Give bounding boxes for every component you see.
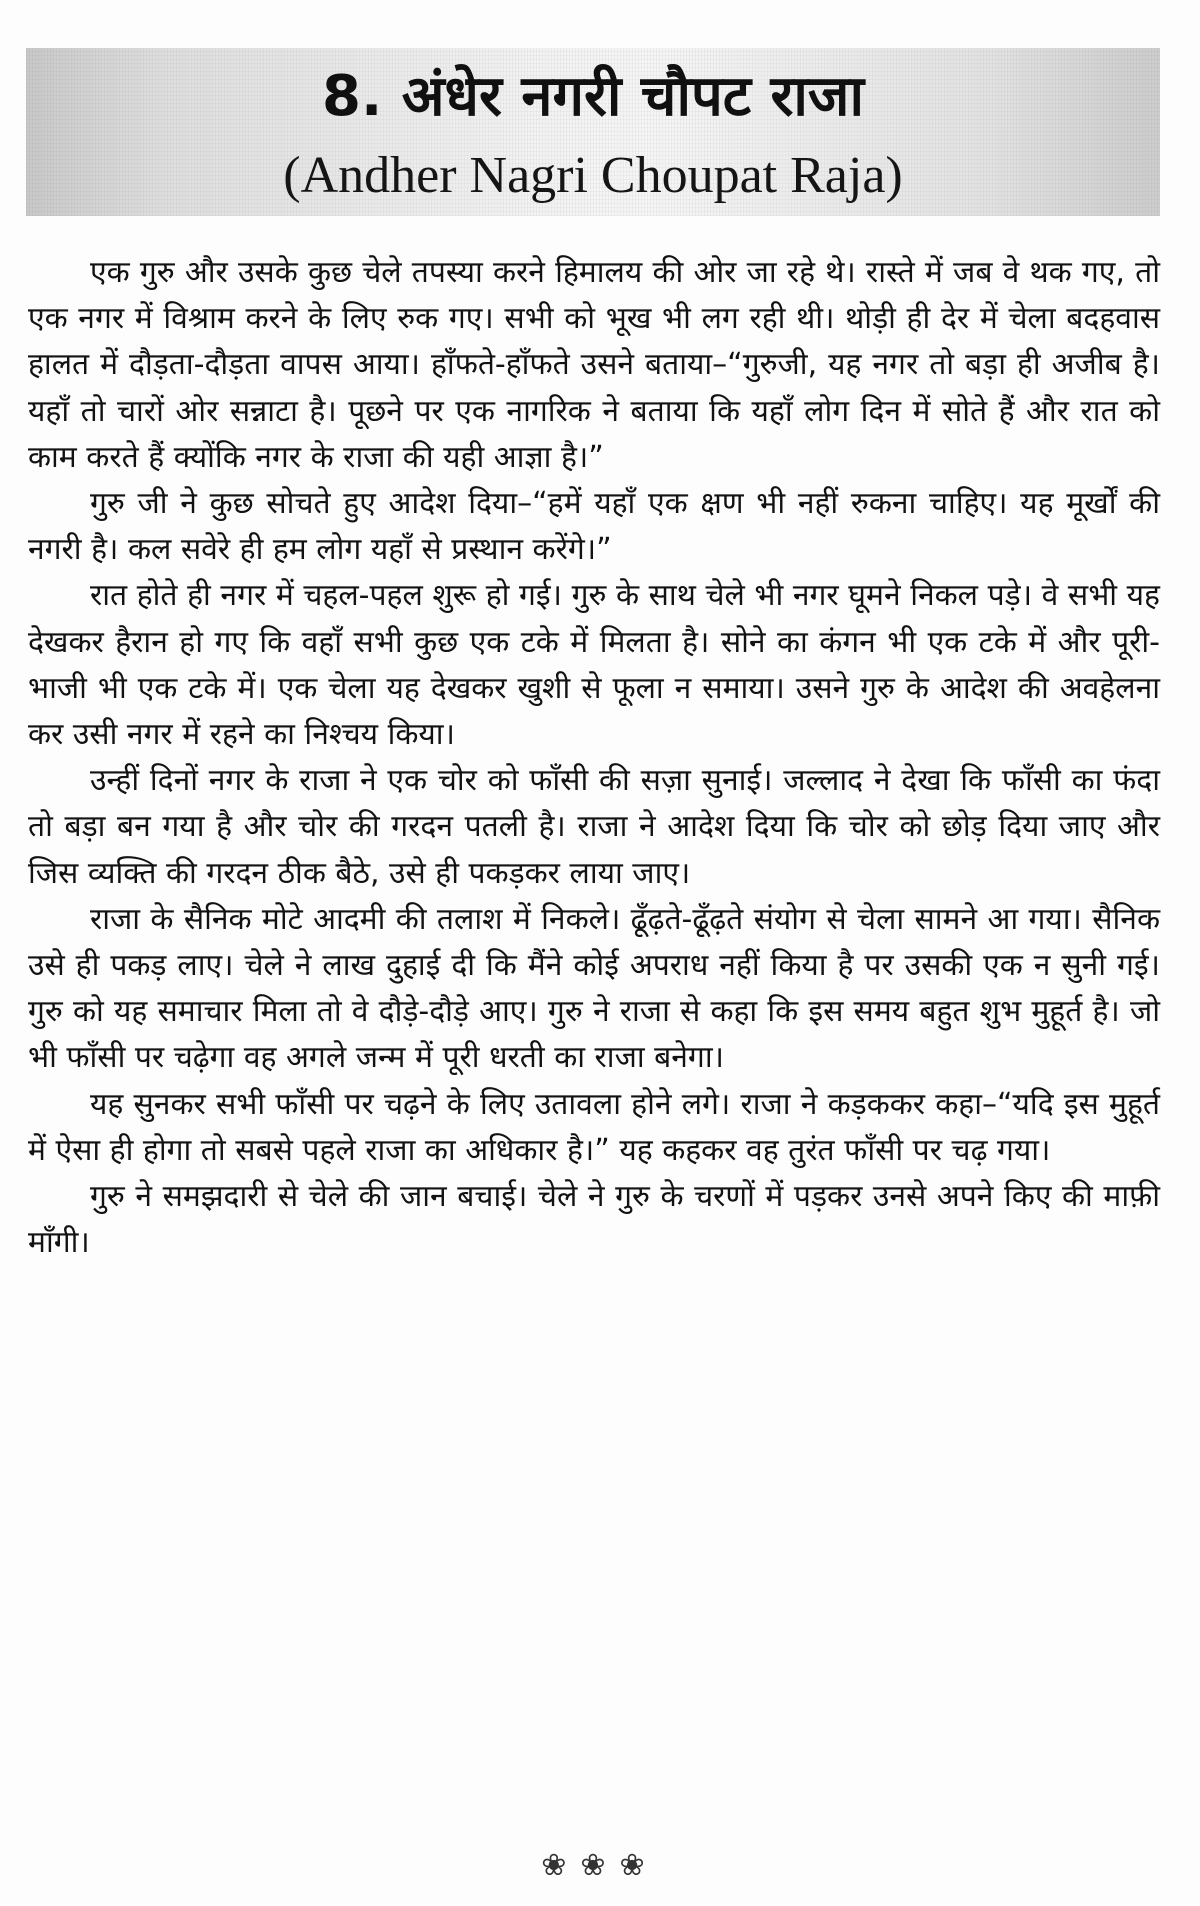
paragraph: यह सुनकर सभी फाँसी पर चढ़ने के लिए उतावला होने लगे। राजा ने कड़ककर कहा–“यदि इस मुहूर्त में ऐसा ही होगा तो सबसे पहले राजा का अधिकार है।” यह कहकर वह तुरंत फाँसी पर चढ़ गया। (28, 1086, 1160, 1168)
paragraph: एक गुरु और उसके कुछ चेले तपस्या करने हिमालय की ओर जा रहे थे। रास्ते में जब वे थक गए, तो एक नगर में विश्राम करने के लिए रुक गए। सभी को भूख भी लग रही थी। थोड़ी ही देर में चेला बदहवास हालत में दौड़ता-दौड़ता वापस आया। हाँफते-हाँफते उसने बताया–“गुरुजी, यह नगर तो बड़ा ही अजीब है। यहाँ तो चारों ओर सन्नाटा है। पूछने पर एक नागरिक ने बताया कि यहाँ लोग दिन में सोते हैं और रात को काम करते हैं क्योंकि नगर के राजा की यही आज्ञा है।” (28, 255, 1160, 475)
paragraph: रात होते ही नगर में चहल-पहल शुरू हो गई। गुरु के साथ चेले भी नगर घूमने निकल पड़े। वे सभी यह देखकर हैरान हो गए कि वहाँ सभी कुछ एक टके में मिलता है। सोने का कंगन भी एक टके में और पूरी-भाजी भी एक टके में। एक चेला यह देखकर खुशी से फूला न समाया। उसने गुरु के आदेश की अवहेलना कर उसी नगर में रहने का निश्चय किया। (28, 578, 1160, 753)
paragraph: गुरु जी ने कुछ सोचते हुए आदेश दिया–“हमें यहाँ एक क्षण भी नहीं रुकना चाहिए। यह मूर्खों की नगरी है। कल सवेरे ही हम लोग यहाँ से प्रस्थान करेंगे।” (28, 486, 1160, 568)
story-body (28, 250, 1160, 1266)
chapter-title-english: (Andher Nagri Choupat Raja) (283, 147, 903, 204)
chapter-title-hindi: 8. अंधेर नगरी चौपट राजा (322, 64, 864, 129)
flower-ornament-divider: ❀❀❀ (541, 1848, 659, 1883)
paragraph: राजा के सैनिक मोटे आदमी की तलाश में निकले। ढूँढ़ते-ढूँढ़ते संयोग से चेला सामने आ गया। सैनिक उसे ही पकड़ लाए। चेले ने लाख दुहाई दी कि मैंने कोई अपराध नहीं किया है पर उसकी एक न सुनी गई। गुरु को यह समाचार मिला तो वे दौड़े-दौड़े आए। गुरु ने राजा से कहा कि इस समय बहुत शुभ मुहूर्त है। जो भी फाँसी पर चढ़ेगा वह अगले जन्म में पूरी धरती का राजा बनेगा। (28, 901, 1160, 1076)
paragraph: गुरु ने समझदारी से चेले की जान बचाई। चेले ने गुरु के चरणों में पड़कर उनसे अपने किए की माफ़ी माँगी। (28, 1179, 1160, 1261)
chapter-title-band (26, 48, 1160, 216)
paragraph: उन्हीं दिनों नगर के राजा ने एक चोर को फाँसी की सज़ा सुनाई। जल्लाद ने देखा कि फाँसी का फंदा तो बड़ा बन गया है और चोर की गरदन पतली है। राजा ने आदेश दिया कि चोर को छोड़ दिया जाए और जिस व्यक्ति की गरदन ठीक बैठे, उसे ही पकड़कर लाया जाए। (28, 763, 1160, 891)
